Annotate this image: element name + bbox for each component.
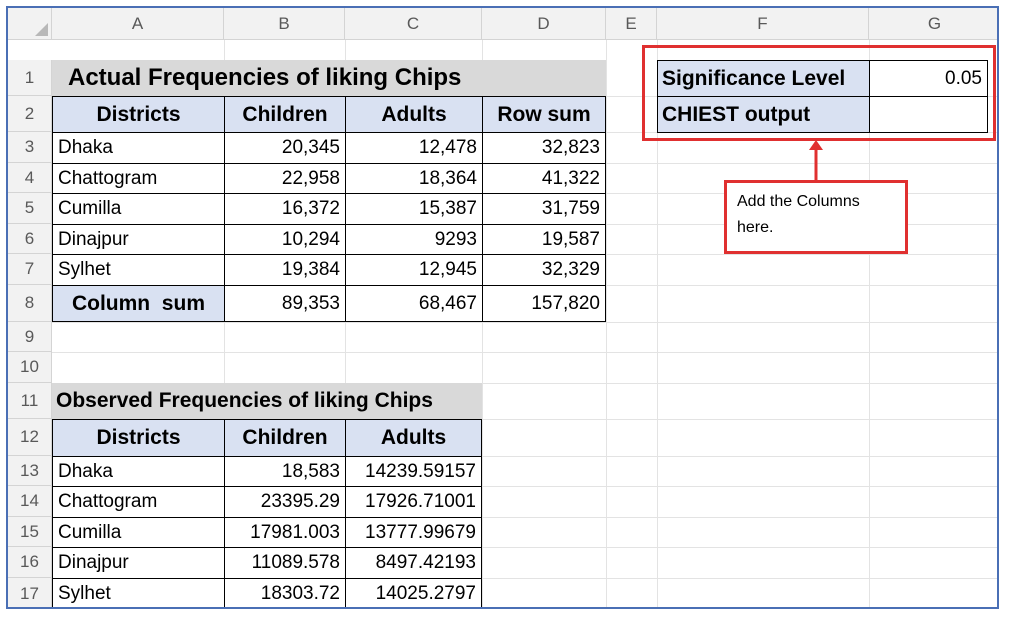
table1-cell[interactable]: 31,759 — [482, 193, 606, 225]
annotation-arrow-icon — [804, 138, 828, 184]
row-header[interactable]: 9 — [8, 322, 52, 352]
table1-cell[interactable]: 10,294 — [224, 224, 346, 255]
table2-header-districts[interactable]: Districts — [52, 419, 225, 457]
table1-cell[interactable]: 32,329 — [482, 254, 606, 286]
table2-header-adults[interactable]: Adults — [345, 419, 482, 457]
table2-cell[interactable]: Cumilla — [52, 517, 225, 548]
spreadsheet-frame — [6, 6, 999, 609]
column-header-d[interactable]: D — [482, 8, 606, 40]
column-header-f[interactable]: F — [657, 8, 869, 40]
gridline — [52, 322, 999, 323]
table1-cell[interactable]: 16,372 — [224, 193, 346, 225]
table2-cell[interactable]: 14239.59157 — [345, 456, 482, 487]
table2-cell[interactable]: Dhaka — [52, 456, 225, 487]
row-header[interactable]: 7 — [8, 254, 52, 285]
table2-header-children[interactable]: Children — [224, 419, 346, 457]
table1-cell[interactable]: 19,587 — [482, 224, 606, 255]
column-header-g[interactable]: G — [869, 8, 999, 40]
table2-title[interactable]: Observed Frequencies of liking Chips — [52, 383, 482, 419]
row-header[interactable]: 6 — [8, 224, 52, 254]
row-header[interactable]: 15 — [8, 517, 52, 547]
table2-cell[interactable]: Dinajpur — [52, 547, 225, 579]
table2-cell[interactable]: 23395.29 — [224, 486, 346, 518]
table1-cell[interactable]: 157,820 — [482, 285, 606, 322]
table2-cell[interactable]: 18,583 — [224, 456, 346, 487]
row-header[interactable]: 16 — [8, 547, 52, 578]
column-header-e[interactable]: E — [606, 8, 657, 40]
table1-cell[interactable]: Cumilla — [52, 193, 225, 225]
table2-cell[interactable]: 13777.99679 — [345, 517, 482, 548]
table1-header-adults[interactable]: Adults — [345, 96, 483, 133]
row-header[interactable]: 11 — [8, 383, 52, 419]
table1-cell[interactable]: 68,467 — [345, 285, 483, 322]
row-header[interactable]: 13 — [8, 456, 52, 486]
highlight-box — [642, 45, 996, 141]
table1-cell[interactable]: Dinajpur — [52, 224, 225, 255]
table1-cell[interactable]: Sylhet — [52, 254, 225, 286]
table1-cell[interactable]: 15,387 — [345, 193, 483, 225]
row-header[interactable]: 10 — [8, 352, 52, 383]
table1-title[interactable]: Actual Frequencies of liking Chips — [52, 60, 606, 96]
table2-cell[interactable]: Sylhet — [52, 578, 225, 609]
table2-cell[interactable]: 11089.578 — [224, 547, 346, 579]
row-header[interactable]: 5 — [8, 193, 52, 224]
annotation-note — [724, 180, 908, 254]
annotation-note-text: Add the Columns here. — [737, 193, 860, 236]
table1-cell[interactable]: 18,364 — [345, 163, 483, 194]
table1-header-row-sum[interactable]: Row sum — [482, 96, 606, 133]
table2-cell[interactable]: 18303.72 — [224, 578, 346, 609]
significance-level-label[interactable]: Significance Level — [657, 60, 870, 97]
column-header-b[interactable]: B — [224, 8, 345, 40]
gridline — [52, 352, 999, 353]
table1-header-children[interactable]: Children — [224, 96, 346, 133]
row-header[interactable]: 14 — [8, 486, 52, 517]
row-header[interactable]: 2 — [8, 96, 52, 132]
table1-cell[interactable]: 89,353 — [224, 285, 346, 322]
table1-cell[interactable]: 9293 — [345, 224, 483, 255]
row-header[interactable]: 8 — [8, 285, 52, 322]
table1-cell[interactable]: 20,345 — [224, 132, 346, 164]
row-header[interactable]: 4 — [8, 163, 52, 193]
table1-cell[interactable]: 19,384 — [224, 254, 346, 286]
select-all-triangle-icon — [35, 23, 48, 36]
table2-cell[interactable]: 17981.003 — [224, 517, 346, 548]
table1-cell[interactable]: 32,823 — [482, 132, 606, 164]
row-header[interactable]: 3 — [8, 132, 52, 163]
table1-cell[interactable]: 41,322 — [482, 163, 606, 194]
table1-cell[interactable]: 12,478 — [345, 132, 483, 164]
table1-column-sum-label[interactable]: Column sum — [52, 285, 225, 322]
column-header-a[interactable]: A — [52, 8, 224, 40]
table1-header-districts[interactable]: Districts — [52, 96, 225, 133]
chiest-output-label[interactable]: CHIEST output — [657, 96, 870, 133]
table1-cell[interactable]: Dhaka — [52, 132, 225, 164]
row-header[interactable]: 12 — [8, 419, 52, 456]
table2-cell[interactable]: 17926.71001 — [345, 486, 482, 518]
select-all-corner[interactable] — [8, 8, 52, 40]
table1-cell[interactable]: 22,958 — [224, 163, 346, 194]
column-header-c[interactable]: C — [345, 8, 482, 40]
table1-cell[interactable]: 12,945 — [345, 254, 483, 286]
table2-cell[interactable]: Chattogram — [52, 486, 225, 518]
table1-cell[interactable]: Chattogram — [52, 163, 225, 194]
significance-level-value[interactable]: 0.05 — [869, 60, 988, 97]
gridline — [606, 40, 607, 609]
row-header[interactable]: 17 — [8, 578, 52, 609]
table2-cell[interactable]: 8497.42193 — [345, 547, 482, 579]
table2-cell[interactable]: 14025.2797 — [345, 578, 482, 609]
row-header[interactable]: 1 — [8, 60, 52, 96]
